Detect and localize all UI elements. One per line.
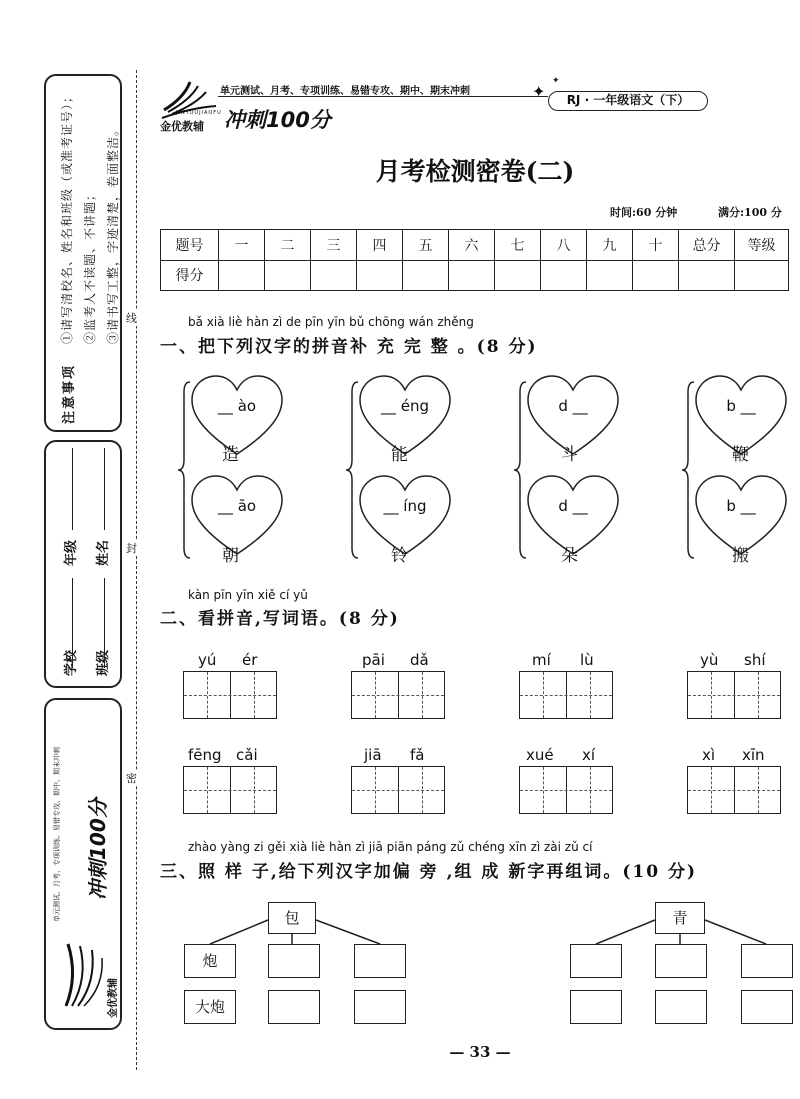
table-header-cell: 题号: [161, 230, 219, 261]
page-title: 月考检测密卷(二): [375, 157, 575, 186]
heart-pinyin-blank[interactable]: __ éng: [380, 397, 430, 415]
example-word-box: 大炮: [184, 990, 236, 1024]
cut-label-seal: 封: [126, 542, 137, 555]
sparkle-small-icon: ✦: [552, 76, 560, 86]
table-header-cell: 六: [449, 230, 495, 261]
new-char-box[interactable]: [268, 944, 320, 978]
word-pinyin: lù: [580, 651, 594, 669]
new-char-box[interactable]: [741, 944, 793, 978]
side-brand-title: 冲刺100分: [86, 798, 110, 900]
table-header-cell: 二: [265, 230, 311, 261]
cut-label-secret: 密: [126, 772, 137, 785]
brand-cn: 金优教辅: [160, 120, 204, 133]
table-header-cell: 总分: [679, 230, 735, 261]
heart-pinyin-blank[interactable]: b __: [726, 397, 756, 415]
word-pinyin: xīn: [742, 746, 765, 764]
table-header-cell: 四: [357, 230, 403, 261]
word-pinyin: mí: [532, 651, 551, 669]
heart-char: 铃: [391, 546, 408, 566]
side-brand-cn: 金优教辅: [108, 978, 119, 1018]
table-header-cell: 八: [541, 230, 587, 261]
section1-title: 一、把下列汉字的拼音补 充 完 整 。(8 分): [160, 337, 538, 357]
cut-label-line: 线: [126, 312, 137, 325]
section1-pinyin: bǎ xià liè hàn zì de pīn yīn bǔ chōng wán zhěng: [188, 315, 474, 329]
word-pinyin: fēng: [188, 746, 222, 764]
heart-pinyin-blank[interactable]: __ āo: [217, 497, 257, 515]
brand-title: 冲刺100分: [224, 108, 331, 132]
heart-char: 造: [222, 445, 239, 465]
word-box[interactable]: [741, 990, 793, 1024]
new-char-box[interactable]: [655, 944, 707, 978]
word-pinyin: dǎ: [410, 651, 429, 669]
exam-time: 时间:60 分钟: [610, 206, 678, 219]
right-root-box: 青: [655, 902, 705, 934]
heart-pinyin-blank[interactable]: b __: [726, 497, 756, 515]
section2-pinyin: kàn pīn yīn xiě cí yǔ: [188, 588, 308, 602]
heart-pinyin-blank[interactable]: d __: [558, 397, 588, 415]
section2-title: 二、看拼音,写词语。(8 分): [160, 609, 400, 629]
notice-line-3: ③请书写工整，字迹清楚，卷面整洁。: [106, 122, 120, 344]
grade-badge: RJ · 一年级语文（下）: [548, 91, 708, 111]
heart-pinyin-blank[interactable]: d __: [558, 497, 588, 515]
word-pinyin: xué: [526, 746, 554, 764]
heart-char: 朵: [561, 546, 578, 566]
grade-label: 年级: [64, 539, 79, 566]
table-header-cell: 等级: [735, 230, 789, 261]
word-pinyin: cǎi: [236, 746, 258, 764]
word-box[interactable]: [354, 990, 406, 1024]
word-pinyin: xì: [702, 746, 716, 764]
table-header-cell: 十: [633, 230, 679, 261]
example-char-box: 炮: [184, 944, 236, 978]
word-pinyin: fǎ: [410, 746, 425, 764]
heart-char: 能: [391, 445, 408, 465]
left-root-box: 包: [268, 902, 316, 934]
heart-pinyin-blank[interactable]: __ ào: [217, 397, 257, 415]
table-header-cell: 三: [311, 230, 357, 261]
section3-title: 三、照 样 子,给下列汉字加偏 旁 ,组 成 新字再组词。(10 分): [160, 862, 698, 882]
page-number: — 33 —: [449, 1043, 511, 1061]
heart-pinyin-blank[interactable]: __ íng: [383, 497, 427, 515]
heart-char: 搬: [732, 546, 749, 566]
word-pinyin: ér: [242, 651, 258, 669]
heart-char: 斗: [561, 445, 578, 465]
class-label: 班级: [96, 649, 111, 676]
school-label: 学校: [64, 649, 79, 676]
word-pinyin: yù: [700, 651, 719, 669]
table-header-cell: 一: [219, 230, 265, 261]
word-pinyin: pāi: [362, 651, 385, 669]
sparkle-icon: ✦: [532, 82, 546, 101]
side-slogan: 单元测试、月考、专项训练、易错专攻、期中、期末冲刺: [53, 747, 61, 922]
table-header-cell: 七: [495, 230, 541, 261]
table-header-cell: 五: [403, 230, 449, 261]
series-slogan: 单元测试、月考、专项训练、易错专攻、期中、期末冲刺: [220, 86, 470, 97]
word-pinyin: jiā: [364, 746, 382, 764]
heart-char: 鞭: [732, 445, 749, 465]
notice-label: 注意事项: [62, 363, 77, 424]
notice-line-2: ②监考人不读题、不讲题；: [83, 187, 97, 344]
score-row-label: 得分: [161, 260, 219, 291]
word-box[interactable]: [655, 990, 707, 1024]
heart-char: 朝: [222, 546, 239, 566]
word-box[interactable]: [570, 990, 622, 1024]
full-score: 满分:100 分: [718, 206, 782, 219]
new-char-box[interactable]: [354, 944, 406, 978]
name-label: 姓名: [96, 539, 111, 566]
notice-line-1: ①请写清校名、姓名和班级（或准考证号）；: [60, 89, 74, 344]
word-pinyin: yú: [198, 651, 217, 669]
new-char-box[interactable]: [570, 944, 622, 978]
word-pinyin: xí: [582, 746, 596, 764]
word-pinyin: shí: [744, 651, 766, 669]
word-box[interactable]: [268, 990, 320, 1024]
table-header-cell: 九: [587, 230, 633, 261]
section3-pinyin: zhào yàng zi gěi xià liè hàn zì jiā piān páng zǔ chéng xīn zì zài zǔ cí: [188, 840, 593, 854]
brand-latin: JINYOUJIAOFU: [176, 110, 222, 116]
